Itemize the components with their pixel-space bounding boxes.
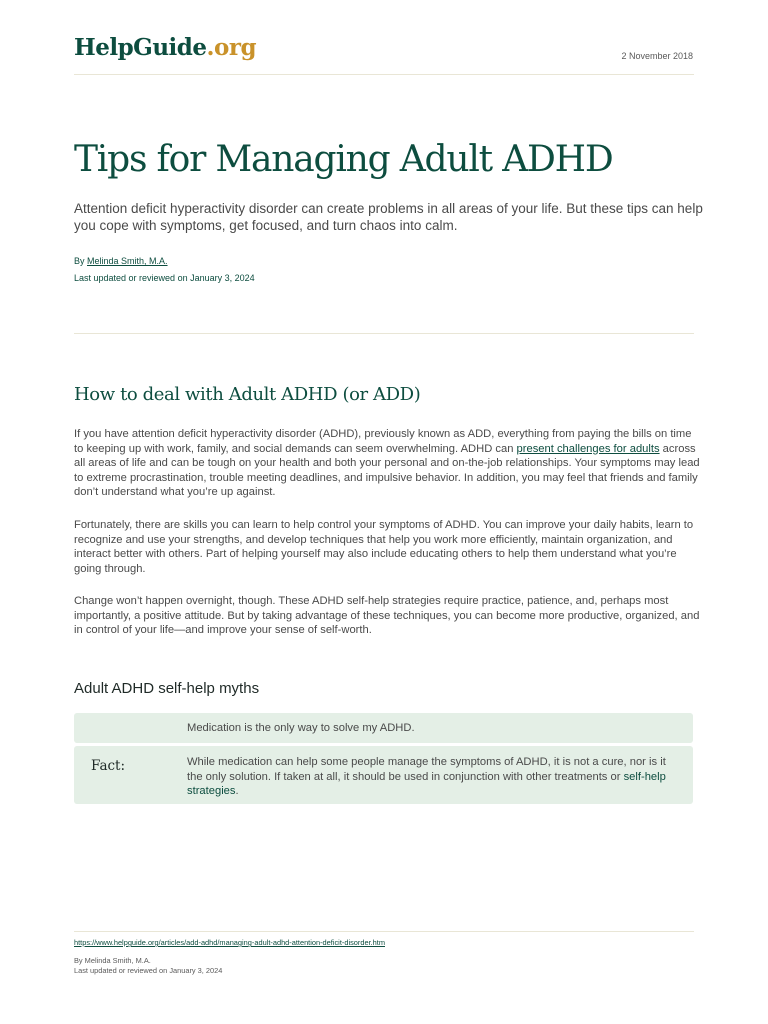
- header-divider: [74, 74, 694, 75]
- paragraph-3: Change won’t happen overnight, though. These ADHD self-help strategies require practice, patience, and, perhaps most importantly, a positive attitude. But by taking advantage of these techniques, you can become more productive, organized, and in control of your life—and improve your sense of self-worth.: [74, 595, 700, 637]
- fact-text-a: While medication can help some people manage the symptoms of ADHD, it is not a cure, nor is it the only solution. If taken at all, it should be used in conjunction with other treatments or: [187, 756, 666, 783]
- byline-prefix: By: [74, 256, 88, 266]
- article-title: Tips for Managing Adult ADHD: [74, 139, 613, 180]
- print-date: 2 November 2018: [621, 51, 693, 61]
- fact-text: [187, 755, 667, 799]
- logo-main: HelpGuide: [74, 34, 207, 61]
- myth-text: Medication is the only way to solve my ADHD.: [187, 722, 415, 734]
- paragraph-1-text-b: across all areas of life and can be tough on your health and both your personal and on-the-job relationships. Your symptoms may lead to extreme procrastination, trouble meeting deadlines, and impulsive behavior. In addition, you may feel that friends and family don’t understand what you’re up against.: [74, 442, 700, 499]
- footer-url-link[interactable]: https://www.helpguide.org/articles/add-adhd/managing-adult-adhd-attention-deficit-disorder.htm: [74, 938, 385, 947]
- myths-heading: Adult ADHD self-help myths: [74, 680, 260, 697]
- fact-text-b: .: [235, 785, 239, 798]
- section-heading: How to deal with Adult ADHD (or ADD): [74, 384, 421, 405]
- site-logo[interactable]: [74, 34, 256, 61]
- present-challenges-link[interactable]: present challenges for adults: [516, 442, 660, 455]
- fact-row: [74, 746, 693, 804]
- last-updated: Last updated or reviewed on January 3, 2024: [74, 273, 255, 283]
- article-intro: Attention deficit hyperactivity disorder can create problems in all areas of your life. But these tips can help you cope with symptoms, get focused, and turn chaos into calm.: [74, 201, 703, 233]
- footer-author: By Melinda Smith, M.A.: [74, 956, 151, 965]
- title-divider: [74, 333, 694, 334]
- self-help-strategies-link[interactable]: self-help strategies: [187, 770, 666, 798]
- author-link[interactable]: Melinda Smith, M.A.: [87, 256, 168, 266]
- byline: [74, 256, 168, 266]
- paragraph-2: Fortunately, there are skills you can learn to help control your symptoms of ADHD. You can improve your daily habits, learn to recognize and use your strengths, and develop techniques that help you work more efficiently, maintain organization, and interact better with others. Part of helping yourself may also include educating others to help them understand what you’re going through.: [74, 519, 694, 575]
- paragraph-1-text-a: If you have attention deficit hyperactivity disorder (ADHD), previously known as ADD, everything from paying the bills on time to keeping up with work, family, and social demands can seem overwhelming. ADHD can: [74, 428, 692, 455]
- myth-row: [74, 713, 693, 743]
- paragraph-1: [74, 427, 700, 500]
- footer-divider: [74, 931, 694, 932]
- logo-tld: .org: [206, 34, 257, 61]
- fact-label: Fact:: [91, 758, 126, 774]
- footer-updated: Last updated or reviewed on January 3, 2024: [74, 966, 223, 975]
